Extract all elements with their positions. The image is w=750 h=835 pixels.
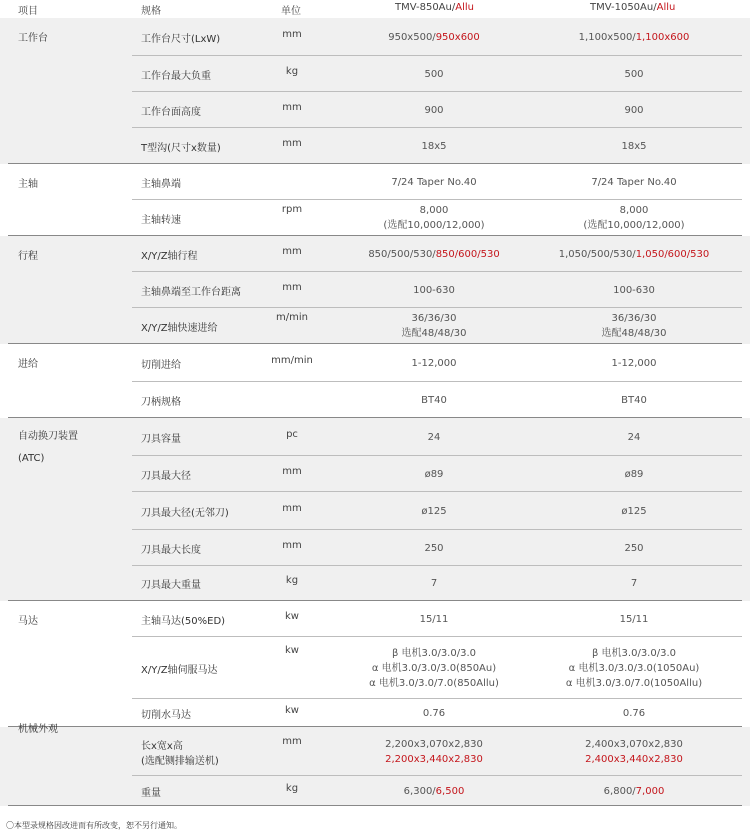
value-tmv-1050: [536, 311, 732, 341]
standard-value: ø89: [624, 468, 644, 480]
value-tmv-1050: [536, 576, 732, 591]
spec-name: 工作台尺寸(LxW): [141, 33, 221, 45]
standard-value: 950x500/: [388, 31, 436, 43]
red-option-value: 850/600/530: [435, 248, 500, 260]
value-tmv-850: [336, 356, 532, 371]
spec-group: [0, 164, 750, 236]
spec-unit: pc: [286, 428, 298, 440]
value-tmv-850: [336, 504, 532, 519]
spec-row: [0, 344, 750, 382]
value-tmv-850: [336, 311, 532, 341]
standard-value: 900: [424, 104, 444, 116]
header-model-1050: TMV-1050Au/Allu: [590, 2, 676, 13]
spec-row: [0, 308, 750, 344]
red-option-value: 1,100x600: [635, 31, 690, 43]
spec-name: 刀柄规格: [141, 396, 181, 408]
spec-unit: mm: [282, 101, 302, 113]
spec-row: [0, 456, 750, 492]
standard-value: ø125: [621, 505, 647, 517]
red-option-value: 1,050/600/530: [635, 248, 710, 260]
header-model-850: TMV-850Au/Allu: [395, 2, 474, 13]
standard-value: 6,300/: [403, 785, 436, 797]
value-tmv-850: [336, 67, 532, 82]
value-tmv-1050: [536, 737, 732, 767]
value-tmv-850: [336, 737, 532, 767]
standard-value: 1-12,000: [611, 357, 657, 369]
standard-value: BT40: [621, 394, 647, 406]
spec-group: [0, 601, 750, 727]
standard-value: 8,000: [619, 205, 649, 216]
spec-unit: mm: [282, 465, 302, 477]
spec-row: [0, 418, 750, 456]
value-tmv-1050: [536, 67, 732, 82]
spec-row: [0, 699, 750, 727]
spec-row: [0, 92, 750, 128]
spec-name: 切削进给: [141, 359, 181, 371]
group-divider: [8, 805, 742, 806]
group-label: 工作台: [18, 33, 48, 44]
spec-row: [0, 637, 750, 699]
spec-row: [0, 566, 750, 601]
red-option-value: 2,200x3,440x2,830: [385, 753, 483, 765]
standard-value: 1-12,000: [411, 357, 457, 369]
value-tmv-1050: [536, 175, 732, 190]
value-tmv-1050: [536, 139, 732, 154]
header-item: 项目: [18, 6, 38, 17]
spec-unit: kg: [285, 65, 299, 77]
header-spec: 规格: [141, 6, 161, 17]
spec-row: [0, 164, 750, 200]
standard-value: 7/24 Taper No.40: [391, 176, 477, 188]
standard-value: 6,800/: [603, 785, 636, 797]
value-tmv-1050: [536, 646, 732, 691]
standard-value: 2,400x3,070x2,830: [585, 738, 683, 750]
spec-row: [0, 382, 750, 418]
value-tmv-850: [336, 175, 532, 190]
spec-unit: mm: [282, 137, 302, 149]
spec-name: X/Y/Z轴快速进给: [141, 322, 218, 334]
standard-value: β 电机3.0/3.0/3.0: [391, 647, 476, 659]
value-tmv-1050: [536, 247, 732, 262]
spec-unit: mm: [282, 502, 302, 514]
spec-name: T型沟(尺寸x数量): [141, 142, 221, 154]
value-tmv-1050: [536, 706, 732, 721]
standard-value: 选配48/48/30: [601, 328, 667, 339]
value-tmv-850: [336, 541, 532, 556]
value-tmv-1050: [536, 103, 732, 118]
red-option-value: 7,000: [635, 785, 665, 797]
table-header: [0, 0, 750, 16]
standard-value: 15/11: [619, 613, 649, 625]
value-tmv-850: [336, 612, 532, 627]
standard-value: 500: [624, 68, 644, 80]
value-tmv-1050: [536, 504, 732, 519]
value-tmv-1050: [536, 612, 732, 627]
standard-value: 1,100x500/: [578, 31, 636, 43]
value-tmv-1050: [536, 784, 732, 799]
red-option-value: 950x600: [435, 31, 480, 43]
spec-row: [0, 272, 750, 308]
value-tmv-850: [336, 30, 532, 45]
spec-name: 主轴鼻端: [141, 178, 181, 190]
value-tmv-850: [336, 393, 532, 408]
spec-unit: m/min: [276, 312, 308, 323]
spec-name: 刀具容量: [141, 433, 181, 445]
standard-value: 250: [624, 542, 644, 554]
spec-row: [0, 56, 750, 92]
spec-name: X/Y/Z轴伺服马达: [141, 664, 218, 676]
spec-name: 长x宽x高 (选配铡排输送机): [141, 740, 219, 767]
spec-name: 刀具最大长度: [141, 544, 201, 556]
value-tmv-850: [336, 706, 532, 721]
spec-unit: mm: [282, 281, 302, 293]
spec-group: [0, 344, 750, 418]
value-tmv-1050: [536, 467, 732, 482]
value-tmv-850: [336, 430, 532, 445]
group-label: 马达: [18, 616, 38, 627]
standard-value: 7: [430, 578, 438, 589]
header-unit: 单位: [281, 6, 301, 17]
spec-name: 工作台面高度: [141, 106, 201, 118]
spec-name: X/Y/Z轴行程: [141, 250, 198, 262]
spec-unit: kw: [285, 704, 299, 716]
value-tmv-850: [336, 467, 532, 482]
spec-name: 重量: [141, 787, 161, 799]
spec-unit: kg: [285, 782, 299, 794]
spec-group: [0, 418, 750, 601]
value-tmv-850: [336, 247, 532, 262]
standard-value: 1,050/500/530/: [558, 248, 636, 260]
standard-value: 0.76: [422, 707, 446, 719]
value-tmv-1050: [536, 30, 732, 45]
spec-name: 工作台最大负重: [141, 70, 211, 82]
spec-row: [0, 776, 750, 806]
spec-unit: kg: [285, 575, 299, 586]
standard-value: (选配10,000/12,000): [583, 220, 685, 231]
spec-unit: mm: [282, 28, 302, 40]
standard-value: 250: [424, 542, 444, 554]
spec-unit: kw: [285, 644, 299, 656]
spec-group: [0, 18, 750, 164]
spec-name: 主轴鼻端至工作台距离: [141, 286, 241, 298]
spec-unit: rpm: [281, 204, 303, 215]
spec-row: [0, 236, 750, 272]
spec-name: 刀具最大径: [141, 470, 191, 482]
standard-value: 36/36/30: [611, 313, 657, 324]
spec-name: 刀具最大径(无邻刀): [141, 507, 229, 519]
value-tmv-850: [336, 103, 532, 118]
value-tmv-1050: [536, 393, 732, 408]
standard-value: BT40: [421, 394, 447, 406]
value-tmv-850: [336, 784, 532, 799]
spec-unit: mm: [282, 735, 302, 747]
standard-value: ø89: [424, 468, 444, 480]
spec-row: [0, 200, 750, 236]
value-tmv-1050: [536, 430, 732, 445]
group-label: 行程: [18, 251, 38, 262]
standard-value: 24: [427, 431, 441, 443]
spec-unit: mm: [282, 539, 302, 551]
standard-value: α 电机3.0/3.0/7.0(1050Allu): [565, 677, 703, 689]
standard-value: 2,200x3,070x2,830: [385, 738, 483, 750]
spec-name: 刀具最大重量: [141, 580, 201, 591]
footnote: 〇本型录规格因改进而有所改变，恕不另行通知。: [6, 821, 182, 830]
spec-group: [0, 236, 750, 344]
red-option-value: 6,500: [435, 785, 465, 797]
value-tmv-1050: [536, 356, 732, 371]
value-tmv-850: [336, 139, 532, 154]
spec-unit: kw: [285, 610, 299, 622]
group-label: 自动换刀装置 (ATC): [18, 431, 78, 464]
group-label: 机械外观: [18, 724, 58, 735]
standard-value: β 电机3.0/3.0/3.0: [591, 647, 676, 659]
group-label: 主轴: [18, 179, 38, 190]
standard-value: 15/11: [419, 613, 449, 625]
red-option-value: 2,400x3,440x2,830: [585, 753, 683, 765]
spec-row: [0, 128, 750, 164]
standard-value: 18x5: [421, 140, 447, 152]
spec-row: [0, 492, 750, 530]
spec-name: 主轴转速: [141, 214, 181, 226]
spec-row: [0, 18, 750, 56]
standard-value: 选配48/48/30: [401, 328, 467, 339]
standard-value: 0.76: [622, 707, 646, 719]
spec-row: [0, 530, 750, 566]
value-tmv-1050: [536, 283, 732, 298]
value-tmv-850: [336, 576, 532, 591]
spec-name: 主轴马达(50%ED): [141, 615, 226, 627]
standard-value: 100-630: [613, 284, 655, 296]
standard-value: α 电机3.0/3.0/3.0(1050Au): [568, 662, 700, 674]
spec-group: [0, 724, 750, 806]
standard-value: 8,000: [419, 205, 449, 216]
standard-value: 850/500/530/: [368, 248, 436, 260]
spec-row: [0, 727, 750, 776]
spec-unit: mm/min: [271, 354, 313, 366]
spec-name: 切削水马达: [141, 709, 191, 721]
standard-value: 24: [627, 431, 641, 443]
standard-value: α 电机3.0/3.0/3.0(850Au): [371, 662, 497, 674]
group-label: 进给: [18, 359, 38, 370]
value-tmv-1050: [536, 541, 732, 556]
standard-value: 7: [630, 578, 638, 589]
standard-value: 900: [624, 104, 644, 116]
value-tmv-850: [336, 646, 532, 691]
standard-value: 36/36/30: [411, 313, 457, 324]
standard-value: 18x5: [621, 140, 647, 152]
standard-value: α 电机3.0/3.0/7.0(850Allu): [369, 677, 499, 689]
spec-row: [0, 601, 750, 637]
standard-value: 7/24 Taper No.40: [591, 176, 677, 188]
standard-value: 100-630: [413, 284, 455, 296]
value-tmv-850: [336, 283, 532, 298]
value-tmv-850: [336, 203, 532, 233]
standard-value: ø125: [421, 505, 447, 517]
spec-unit: mm: [282, 245, 302, 257]
value-tmv-1050: [536, 203, 732, 233]
standard-value: (选配10,000/12,000): [383, 220, 485, 231]
standard-value: 500: [424, 68, 444, 80]
